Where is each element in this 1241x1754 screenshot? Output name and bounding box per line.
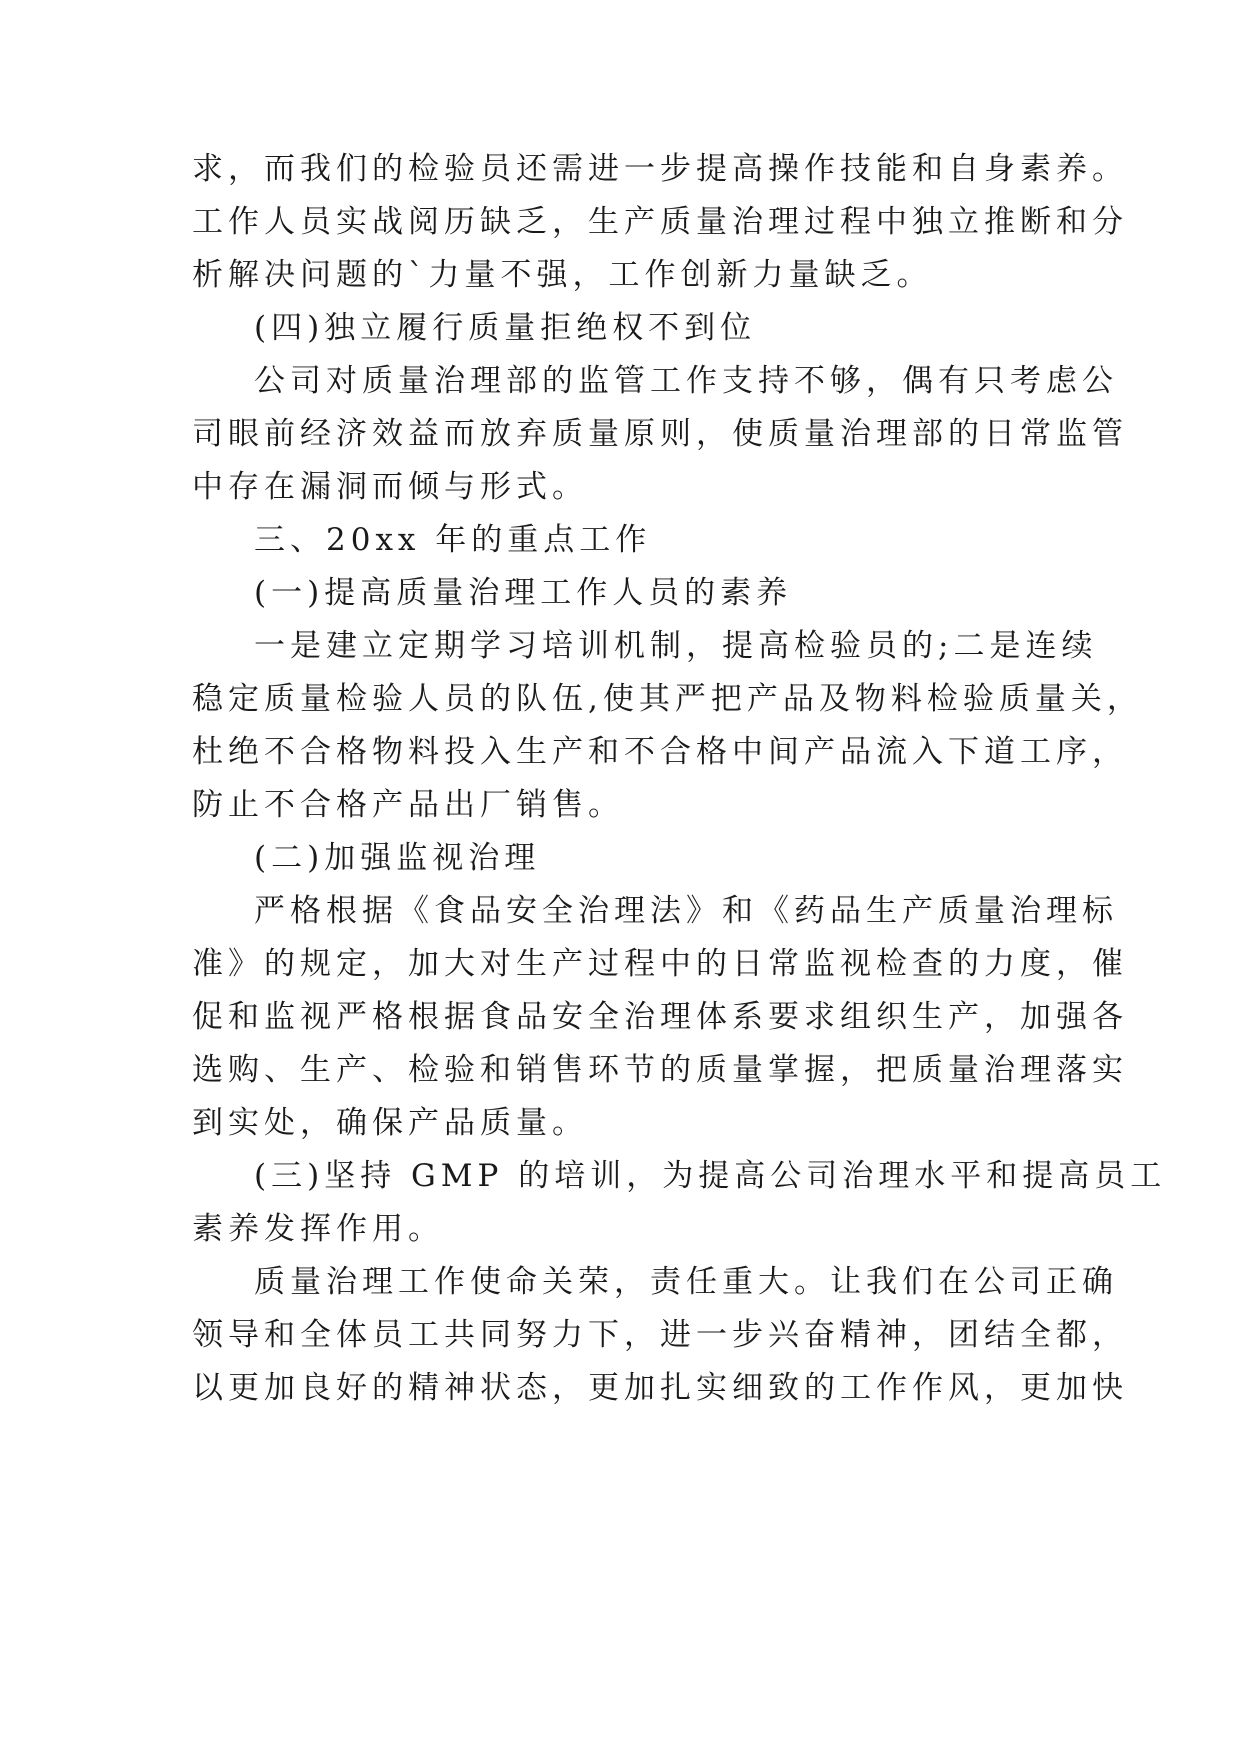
text-line: 司眼前经济效益而放弃质量原则，使质量治理部的日常监管 (192, 416, 1128, 452)
text-line: 到实处，确保产品质量。 (192, 1105, 588, 1141)
text-line: 素养发挥作用。 (192, 1211, 444, 1247)
text-line: 析解决问题的`力量不强，工作创新力量缺乏。 (192, 257, 933, 293)
section-heading: 三、20xx 年的重点工作 (254, 522, 652, 558)
section-heading: (二)加强监视治理 (254, 840, 541, 876)
text-line: 一是建立定期学习培训机制，提高检验员的;二是连续 (254, 628, 1098, 664)
text-line: 领导和全体员工共同努力下，进一步兴奋精神，团结全都， (192, 1317, 1128, 1353)
text-line: 中存在漏洞而倾与形式。 (192, 469, 588, 505)
text-line: 促和监视严格根据食品安全治理体系要求组织生产，加强各 (192, 999, 1128, 1035)
text-line: 求，而我们的检验员还需进一步提高操作技能和自身素养。 (192, 151, 1128, 187)
text-line: 准》的规定，加大对生产过程中的日常监视检查的力度，催 (192, 946, 1128, 982)
text-line: 以更加良好的精神状态，更加扎实细致的工作作风，更加快 (192, 1370, 1128, 1406)
section-heading: (三)坚持 GMP 的培训，为提高公司治理水平和提高员工 (254, 1158, 1167, 1194)
section-heading: (一)提高质量治理工作人员的素养 (254, 575, 793, 611)
section-heading: (四)独立履行质量拒绝权不到位 (254, 310, 757, 346)
text-line: 公司对质量治理部的监管工作支持不够，偶有只考虑公 (254, 363, 1118, 399)
text-line: 稳定质量检验人员的队伍,使其严把产品及物料检验质量关， (192, 681, 1143, 717)
text-line: 杜绝不合格物料投入生产和不合格中间产品流入下道工序， (192, 734, 1128, 770)
text-line: 质量治理工作使命关荣，责任重大。让我们在公司正确 (254, 1264, 1118, 1300)
text-line: 选购、生产、检验和销售环节的质量掌握，把质量治理落实 (192, 1052, 1128, 1088)
text-line: 严格根据《食品安全治理法》和《药品生产质量治理标 (254, 893, 1118, 929)
text-line: 防止不合格产品出厂销售。 (192, 787, 624, 823)
text-line: 工作人员实战阅历缺乏，生产质量治理过程中独立推断和分 (192, 204, 1128, 240)
